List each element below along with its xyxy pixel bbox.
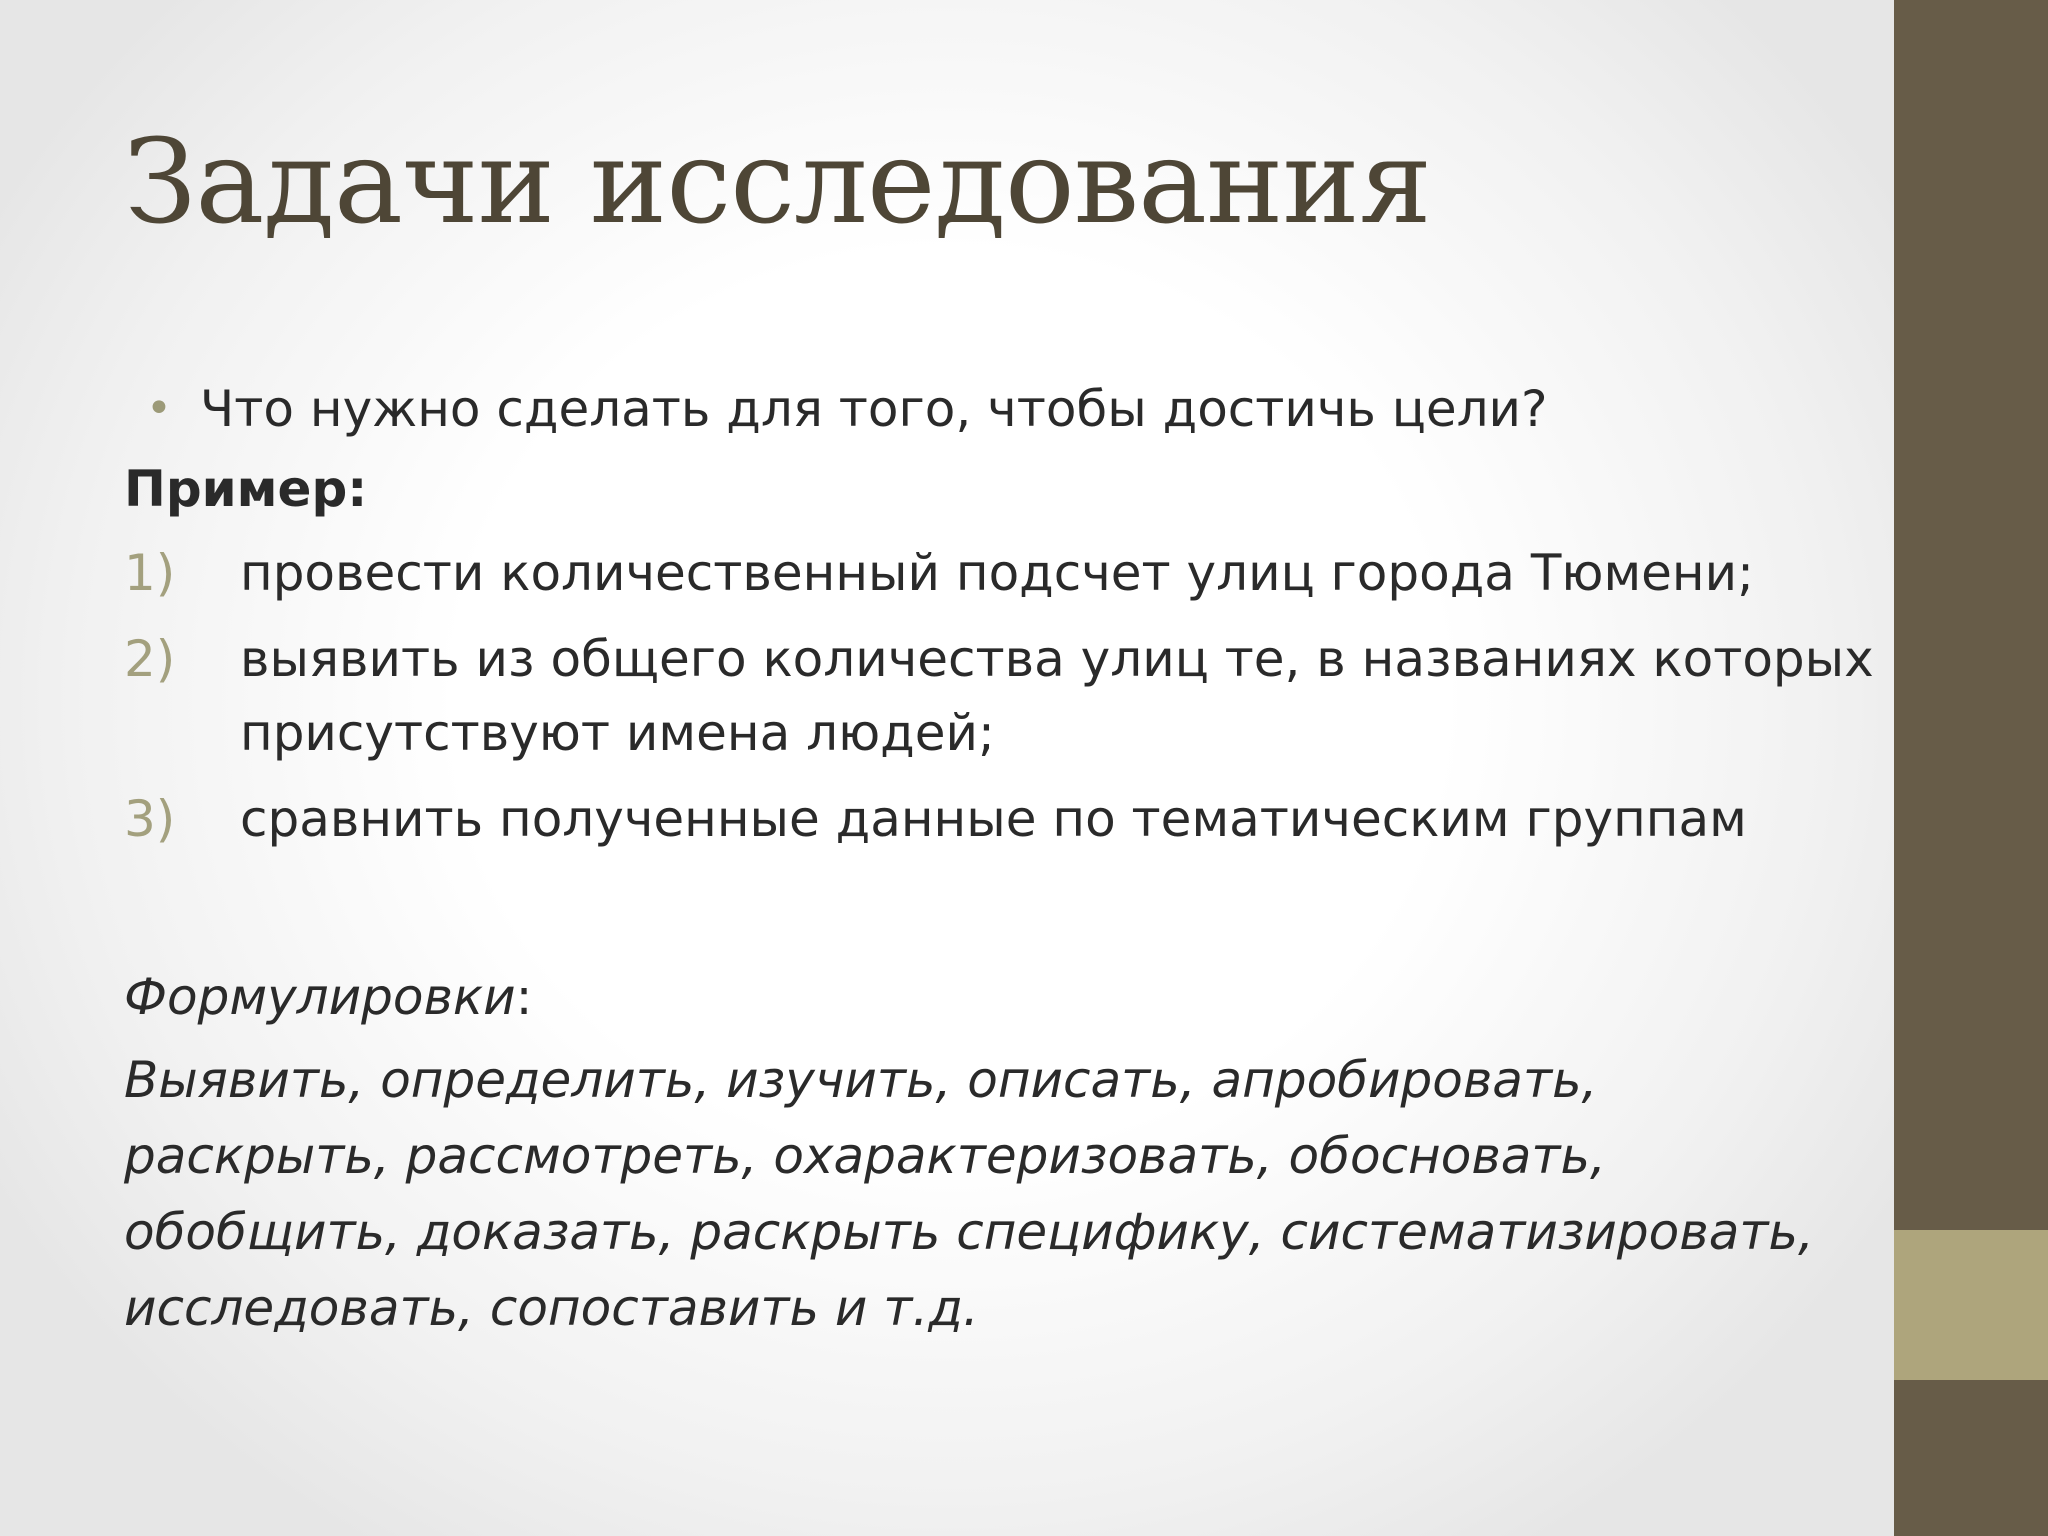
list-item-text: провести количественный подсчет улиц города Тюмени;: [240, 544, 1754, 602]
list-item-marker: 3): [124, 790, 176, 848]
slide-content: [124, 372, 1884, 1346]
list-item-marker: 2): [124, 630, 176, 688]
list-item: [124, 622, 1884, 770]
slide-title: Задачи исследования: [124, 115, 1432, 250]
list-item: [124, 782, 1884, 856]
list-item: [124, 536, 1884, 610]
formulations-label-colon: :: [515, 968, 533, 1026]
formulations-label: [124, 960, 1884, 1034]
bullet-question-text: Что нужно сделать для того, чтобы достичь цели?: [200, 380, 1548, 438]
list-item-text: сравнить полученные данные по тематическим группам: [240, 790, 1747, 848]
list-item-text: выявить из общего количества улиц те, в названиях которых присутствуют имена людей;: [240, 630, 1874, 762]
bullet-question: [124, 372, 1884, 446]
example-heading: Пример:: [124, 460, 368, 518]
bullet-dot-icon: •: [146, 383, 172, 434]
formulations-text: Выявить, определить, изучить, описать, апробировать, раскрыть, рассмотреть, охарактеризовать, обосновать, обобщить, доказать, раскрыть специфику, систематизировать, исследовать, сопоставить и т.д.: [124, 1051, 1814, 1337]
formulations-label-text: Формулировки: [124, 968, 516, 1026]
list-item-marker: 1): [124, 544, 176, 602]
right-bar-accent-block: [1894, 1230, 2048, 1380]
